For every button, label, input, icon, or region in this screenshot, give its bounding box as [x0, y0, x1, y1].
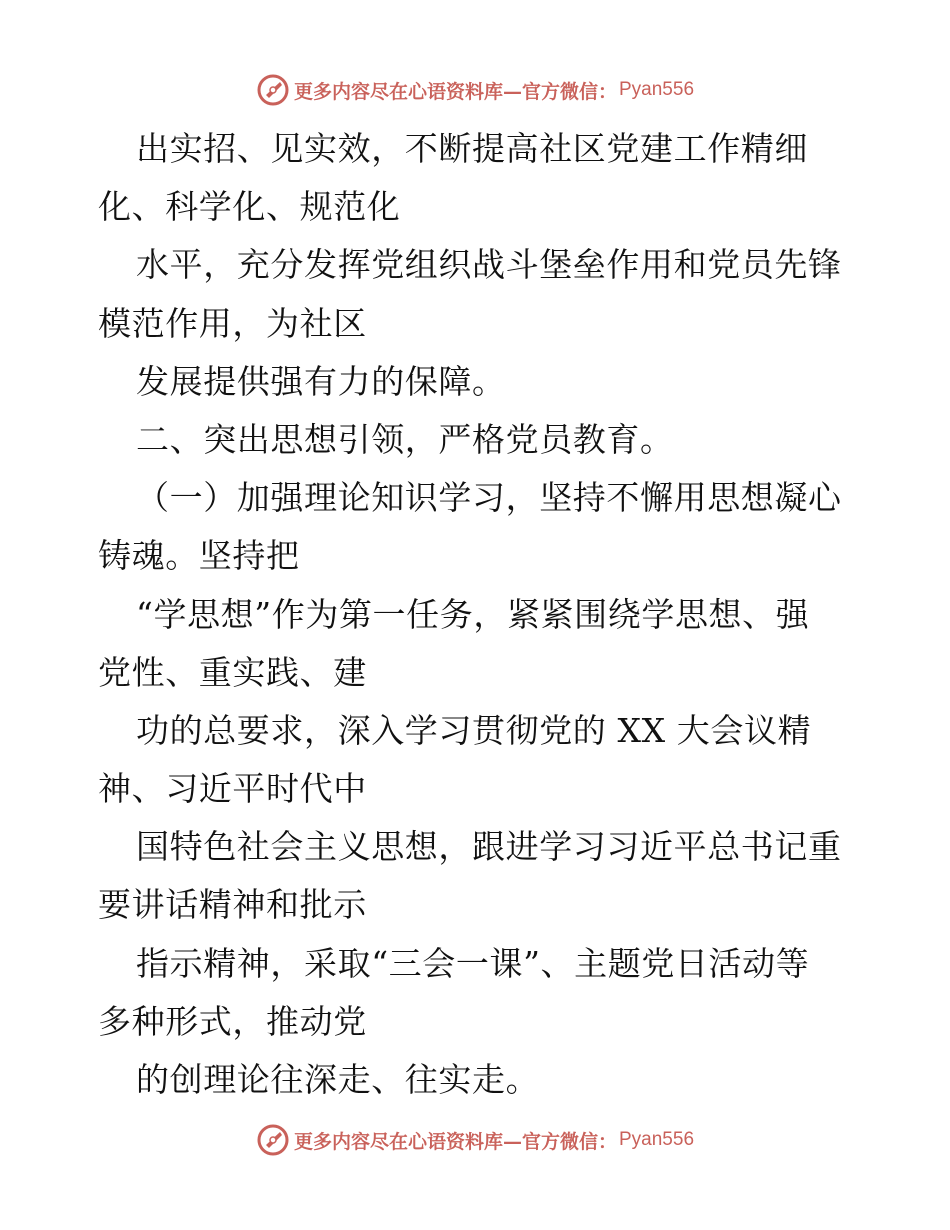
text-line: 铸魂。坚持把: [98, 536, 300, 576]
watermark-footer: [0, 1120, 950, 1160]
text-line: （一）加强理论知识学习，坚持不懈用思想凝心: [136, 478, 842, 518]
text-line: 出实招、见实效，不断提高社区党建工作精细: [136, 129, 808, 168]
text-line: 水平，充分发挥党组织战斗堡垒作用和党员先锋: [136, 245, 842, 285]
text-line: 功的总要求，深入学习贯彻党的 XX 大会议精: [136, 710, 812, 750]
document-body: [98, 120, 858, 1109]
text-line: 多种形式，推动党: [98, 1001, 367, 1041]
text-line: 党性、重实践、建: [98, 652, 367, 692]
text-line: 发展提供强有力的保障。: [136, 361, 506, 401]
watermark-text: 更多内容尽在心语资料库—官方微信：: [293, 80, 617, 103]
text-line: 化、科学化、规范化: [98, 187, 401, 227]
text-line: 要讲话精神和批示: [98, 885, 367, 925]
text-line: 模范作用，为社区: [98, 303, 367, 343]
logo-icon: [256, 73, 290, 107]
watermark-header: [0, 70, 950, 110]
text-line: 的创理论往深走、往实走。: [136, 1060, 540, 1099]
text-line: 指示精神，采取“三会一课”、主题党日活动等: [136, 943, 810, 983]
watermark-code: Pyan556: [619, 1129, 695, 1150]
logo-icon: [256, 1123, 290, 1157]
text-line: 国特色社会主义思想，跟进学习习近平总书记重: [136, 827, 842, 867]
text-line: 二、突出思想引领，严格党员教育。: [136, 419, 674, 459]
watermark-text: 更多内容尽在心语资料库—官方微信：: [293, 1130, 617, 1153]
text-line: “学思想”作为第一任务，紧紧围绕学思想、强: [136, 594, 810, 634]
watermark-code: Pyan556: [619, 79, 695, 100]
text-line: 神、习近平时代中: [98, 769, 367, 809]
